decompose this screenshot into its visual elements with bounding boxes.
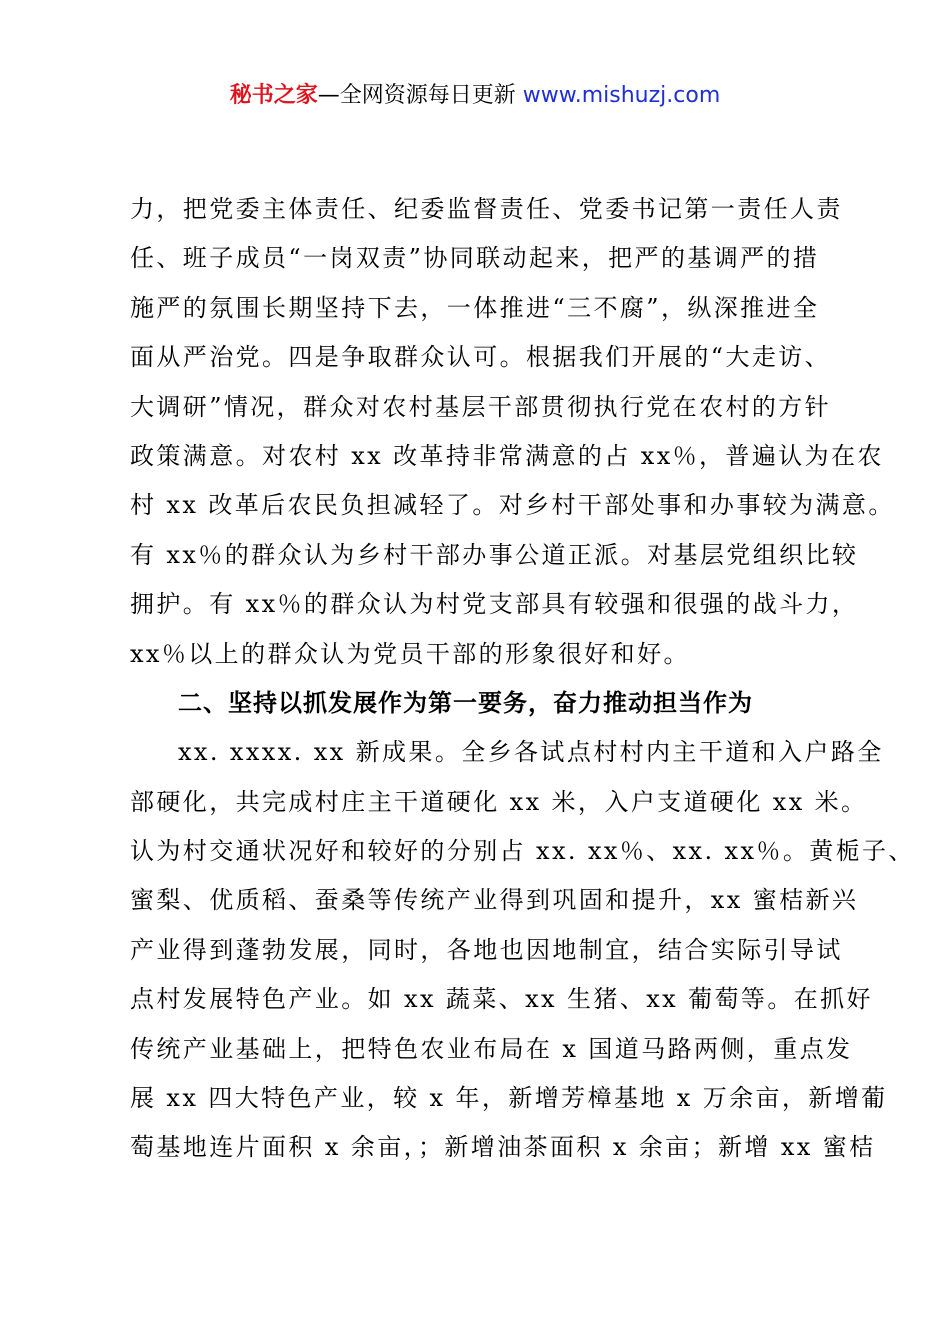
body-line: 力，把党委主体责任、纪委监督责任、党委书记第一责任人责	[130, 195, 843, 223]
body-line: 产业得到蓬勃发展，同时，各地也因地制宜，结合实际引导试	[130, 935, 843, 964]
body-line: xx％以上的群众认为党员干部的形象很好和好。	[130, 639, 690, 668]
body-line: 拥护。有 xx％的群众认为村党支部具有较强和很强的战斗力，	[130, 590, 859, 619]
body-line: 有 xx％的群众认为乡村干部办事公道正派。对基层党组织比较	[130, 540, 859, 569]
body-line: 面从严治党。四是争取群众认可。根据我们开展的“大走访、	[130, 343, 832, 372]
body-line: 施严的氛围长期坚持下去，一体推进“三不腐”，纵深推进全	[130, 293, 820, 322]
body-line: 村 xx 改革后农民负担减轻了。对乡村干部处事和办事较为满意。	[130, 491, 895, 520]
body-line: 传统产业基础上，把特色农业布局在 x 国道马路两侧，重点发	[130, 1034, 853, 1063]
header-tagline: 全网资源每日更新	[339, 83, 516, 108]
header-dash: —	[317, 83, 340, 108]
page-header	[0, 80, 950, 112]
header-brand: 秘书之家	[229, 83, 318, 108]
section-heading: 二、坚持以抓发展作为第一要务，奋力推动担当作为	[178, 688, 753, 717]
body-line: 蜜梨、优质稻、蚕桑等传统产业得到巩固和提升，xx 蜜桔新兴	[130, 886, 859, 915]
body-line: 大调研”情况，群众对农村基层干部贯彻执行党在农村的方针	[130, 392, 832, 421]
body-line: 任、班子成员“一岗双责”协同联动起来，把严的基调严的措	[130, 244, 820, 273]
paragraph-first-line: xx. xxxx. xx 新成果。全乡各试点村村内主干道和入户路全	[178, 738, 884, 767]
body-line: 部硬化，共完成村庄主干道硬化 xx 米，入户支道硬化 xx 米。	[130, 787, 868, 816]
body-line: 展 xx 四大特色产业，较 x 年，新增芳樟基地 x 万余亩，新增葡	[130, 1084, 888, 1113]
document-body	[130, 185, 915, 1173]
body-line: 认为村交通状况好和较好的分别占 xx. xx％、xx. xx％。黄栀子、	[130, 837, 915, 866]
header-url-link[interactable]: www.mishuzj.com	[522, 83, 721, 108]
body-line: 点村发展特色产业。如 xx 蔬菜、xx 生猪、xx 葡萄等。在抓好	[130, 985, 873, 1014]
body-line: 政策满意。对农村 xx 改革持非常满意的占 xx％，普遍认为在农	[130, 441, 884, 470]
body-line: 萄基地连片面积 x 余亩，；新增油茶面积 x 余亩；新增 xx 蜜桔	[130, 1133, 876, 1162]
